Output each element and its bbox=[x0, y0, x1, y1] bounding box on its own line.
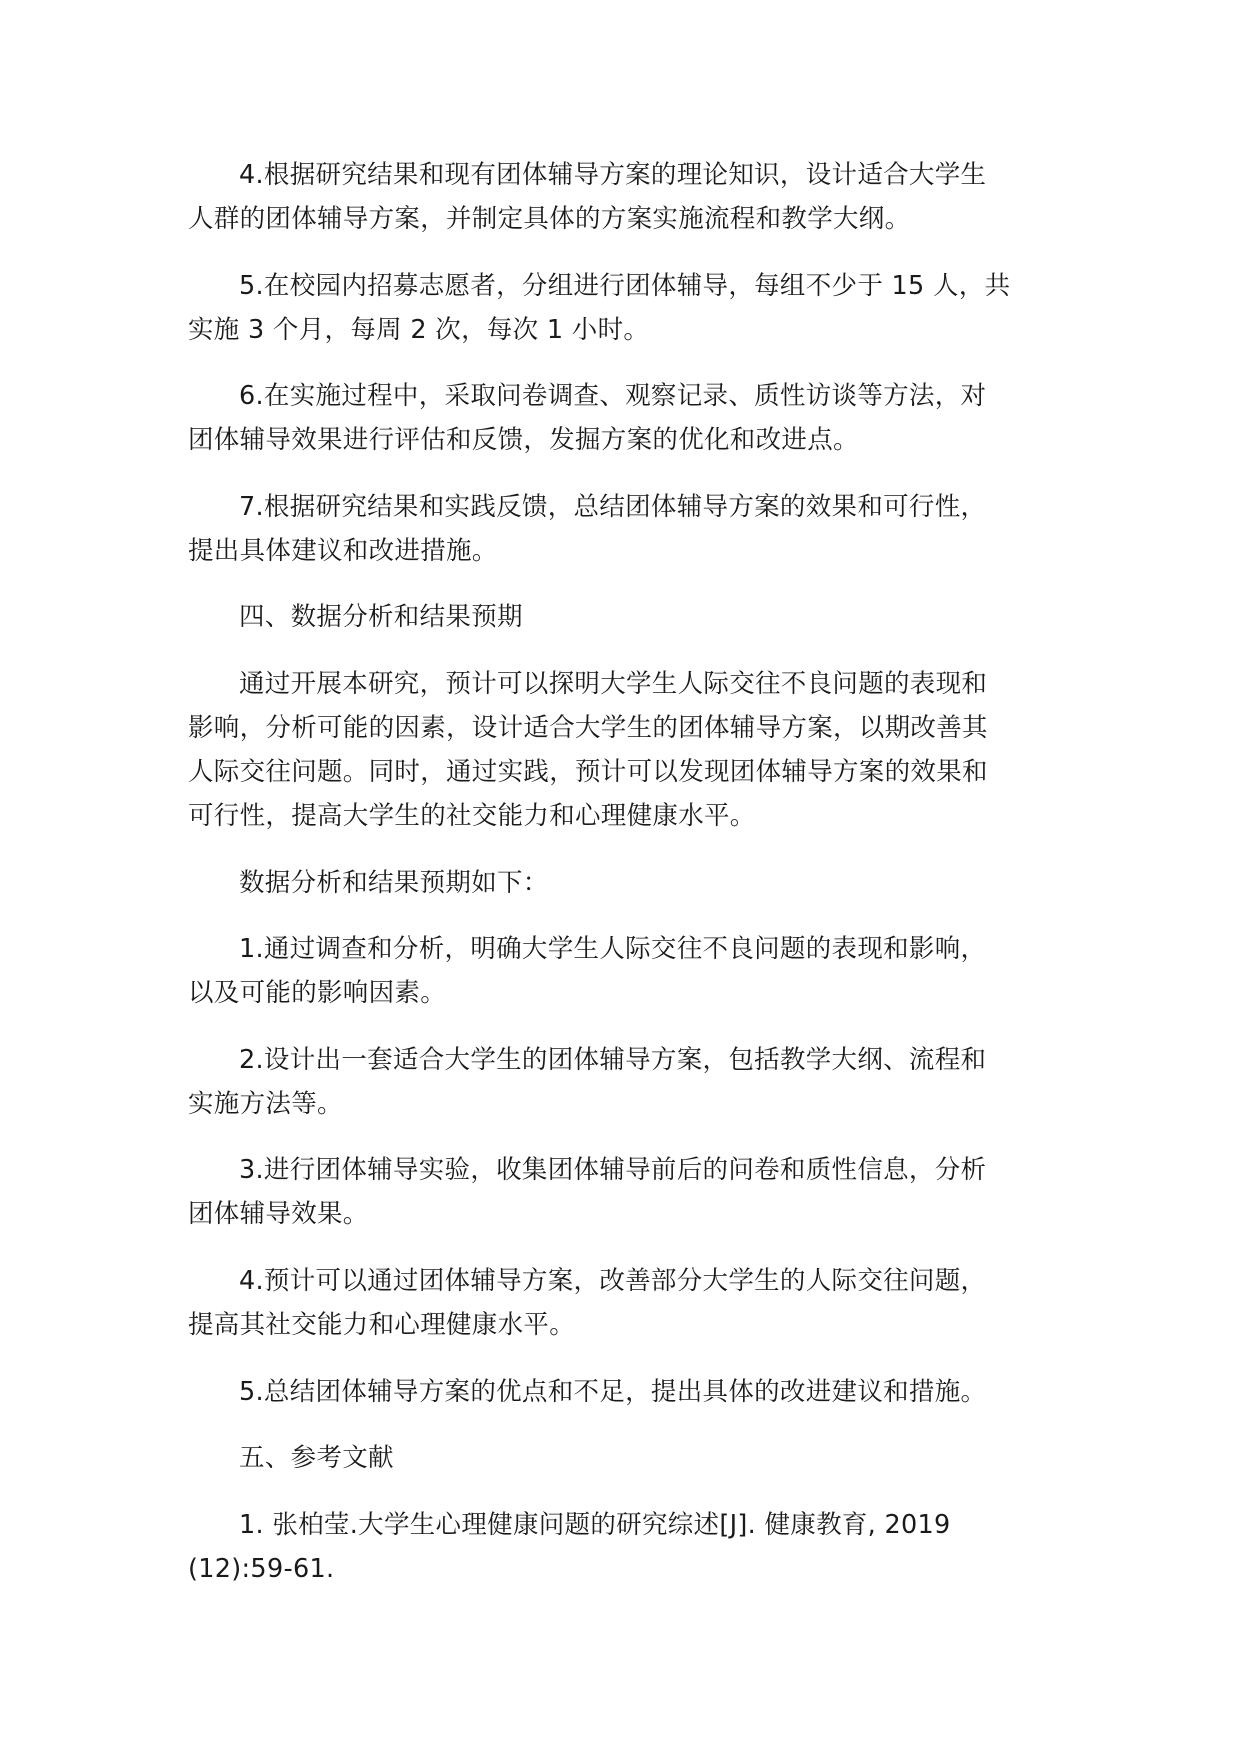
paragraph-result-3 bbox=[188, 1148, 1048, 1236]
paragraph-step-7 bbox=[188, 485, 1048, 573]
text-line: 5.总结团体辅导方案的优点和不足，提出具体的改进建议和措施。 bbox=[239, 1376, 987, 1407]
text-line: 4.预计可以通过团体辅导方案，改善部分大学生的人际交往问题， bbox=[239, 1265, 987, 1296]
text-line: 提出具体建议和改进措施。 bbox=[188, 535, 498, 566]
paragraph-result-1 bbox=[188, 927, 1048, 1015]
reference-item-1 bbox=[188, 1503, 1048, 1591]
text-line: 提高其社交能力和心理健康水平。 bbox=[188, 1309, 576, 1340]
section-heading-4 bbox=[188, 595, 1048, 639]
text-line: 7.根据研究结果和实践反馈，总结团体辅导方案的效果和可行性， bbox=[239, 491, 987, 522]
text-line: 团体辅导效果。 bbox=[188, 1199, 369, 1230]
document-body bbox=[188, 153, 1048, 1591]
text-line: 可行性，提高大学生的社交能力和心理健康水平。 bbox=[188, 800, 756, 831]
text-line: 6.在实施过程中，采取问卷调查、观察记录、质性访谈等方法，对 bbox=[239, 381, 987, 412]
text-line: 5.在校园内招募志愿者，分组进行团体辅导，每组不少于 15 人，共 bbox=[239, 270, 1011, 301]
paragraph-result-4 bbox=[188, 1259, 1048, 1347]
paragraph-intro bbox=[188, 861, 1048, 905]
text-line: 人际交往问题。同时，通过实践，预计可以发现团体辅导方案的效果和 bbox=[188, 756, 988, 787]
section-heading-5 bbox=[188, 1436, 1048, 1480]
text-line: 以及可能的影响因素。 bbox=[188, 978, 447, 1009]
text-line: 3.进行团体辅导实验，收集团体辅导前后的问卷和质性信息，分析 bbox=[239, 1155, 987, 1186]
text-line: 1.通过调查和分析，明确大学生人际交往不良问题的表现和影响， bbox=[239, 934, 987, 965]
text-line: 团体辅导效果进行评估和反馈，发掘方案的优化和改进点。 bbox=[188, 425, 859, 456]
paragraph-step-4 bbox=[188, 153, 1048, 241]
paragraph-step-5 bbox=[188, 264, 1048, 352]
heading-text: 四、数据分析和结果预期 bbox=[239, 602, 523, 633]
text-line: 2.设计出一套适合大学生的团体辅导方案，包括教学大纲、流程和 bbox=[239, 1044, 987, 1075]
text-line: 实施方法等。 bbox=[188, 1088, 343, 1119]
text-line: 人群的团体辅导方案，并制定具体的方案实施流程和教学大纲。 bbox=[188, 204, 911, 234]
text-line: (12):59-61. bbox=[188, 1553, 335, 1584]
paragraph-expectation bbox=[188, 662, 1048, 838]
text-line: 通过开展本研究，预计可以探明大学生人际交往不良问题的表现和 bbox=[239, 668, 988, 699]
text-line: 数据分析和结果预期如下： bbox=[239, 867, 549, 898]
paragraph-result-5 bbox=[188, 1370, 1048, 1414]
paragraph-result-2 bbox=[188, 1038, 1048, 1126]
text-line: 1. 张柏莹.大学生心理健康问题的研究综述[J]. 健康教育, 2019 bbox=[239, 1509, 951, 1540]
heading-text: 五、参考文献 bbox=[239, 1443, 394, 1474]
text-line: 实施 3 个月，每周 2 次，每次 1 小时。 bbox=[188, 314, 650, 345]
text-line: 4.根据研究结果和现有团体辅导方案的理论知识，设计适合大学生 bbox=[239, 160, 987, 190]
paragraph-step-6 bbox=[188, 374, 1048, 462]
text-line: 影响，分析可能的因素，设计适合大学生的团体辅导方案，以期改善其 bbox=[188, 712, 988, 743]
